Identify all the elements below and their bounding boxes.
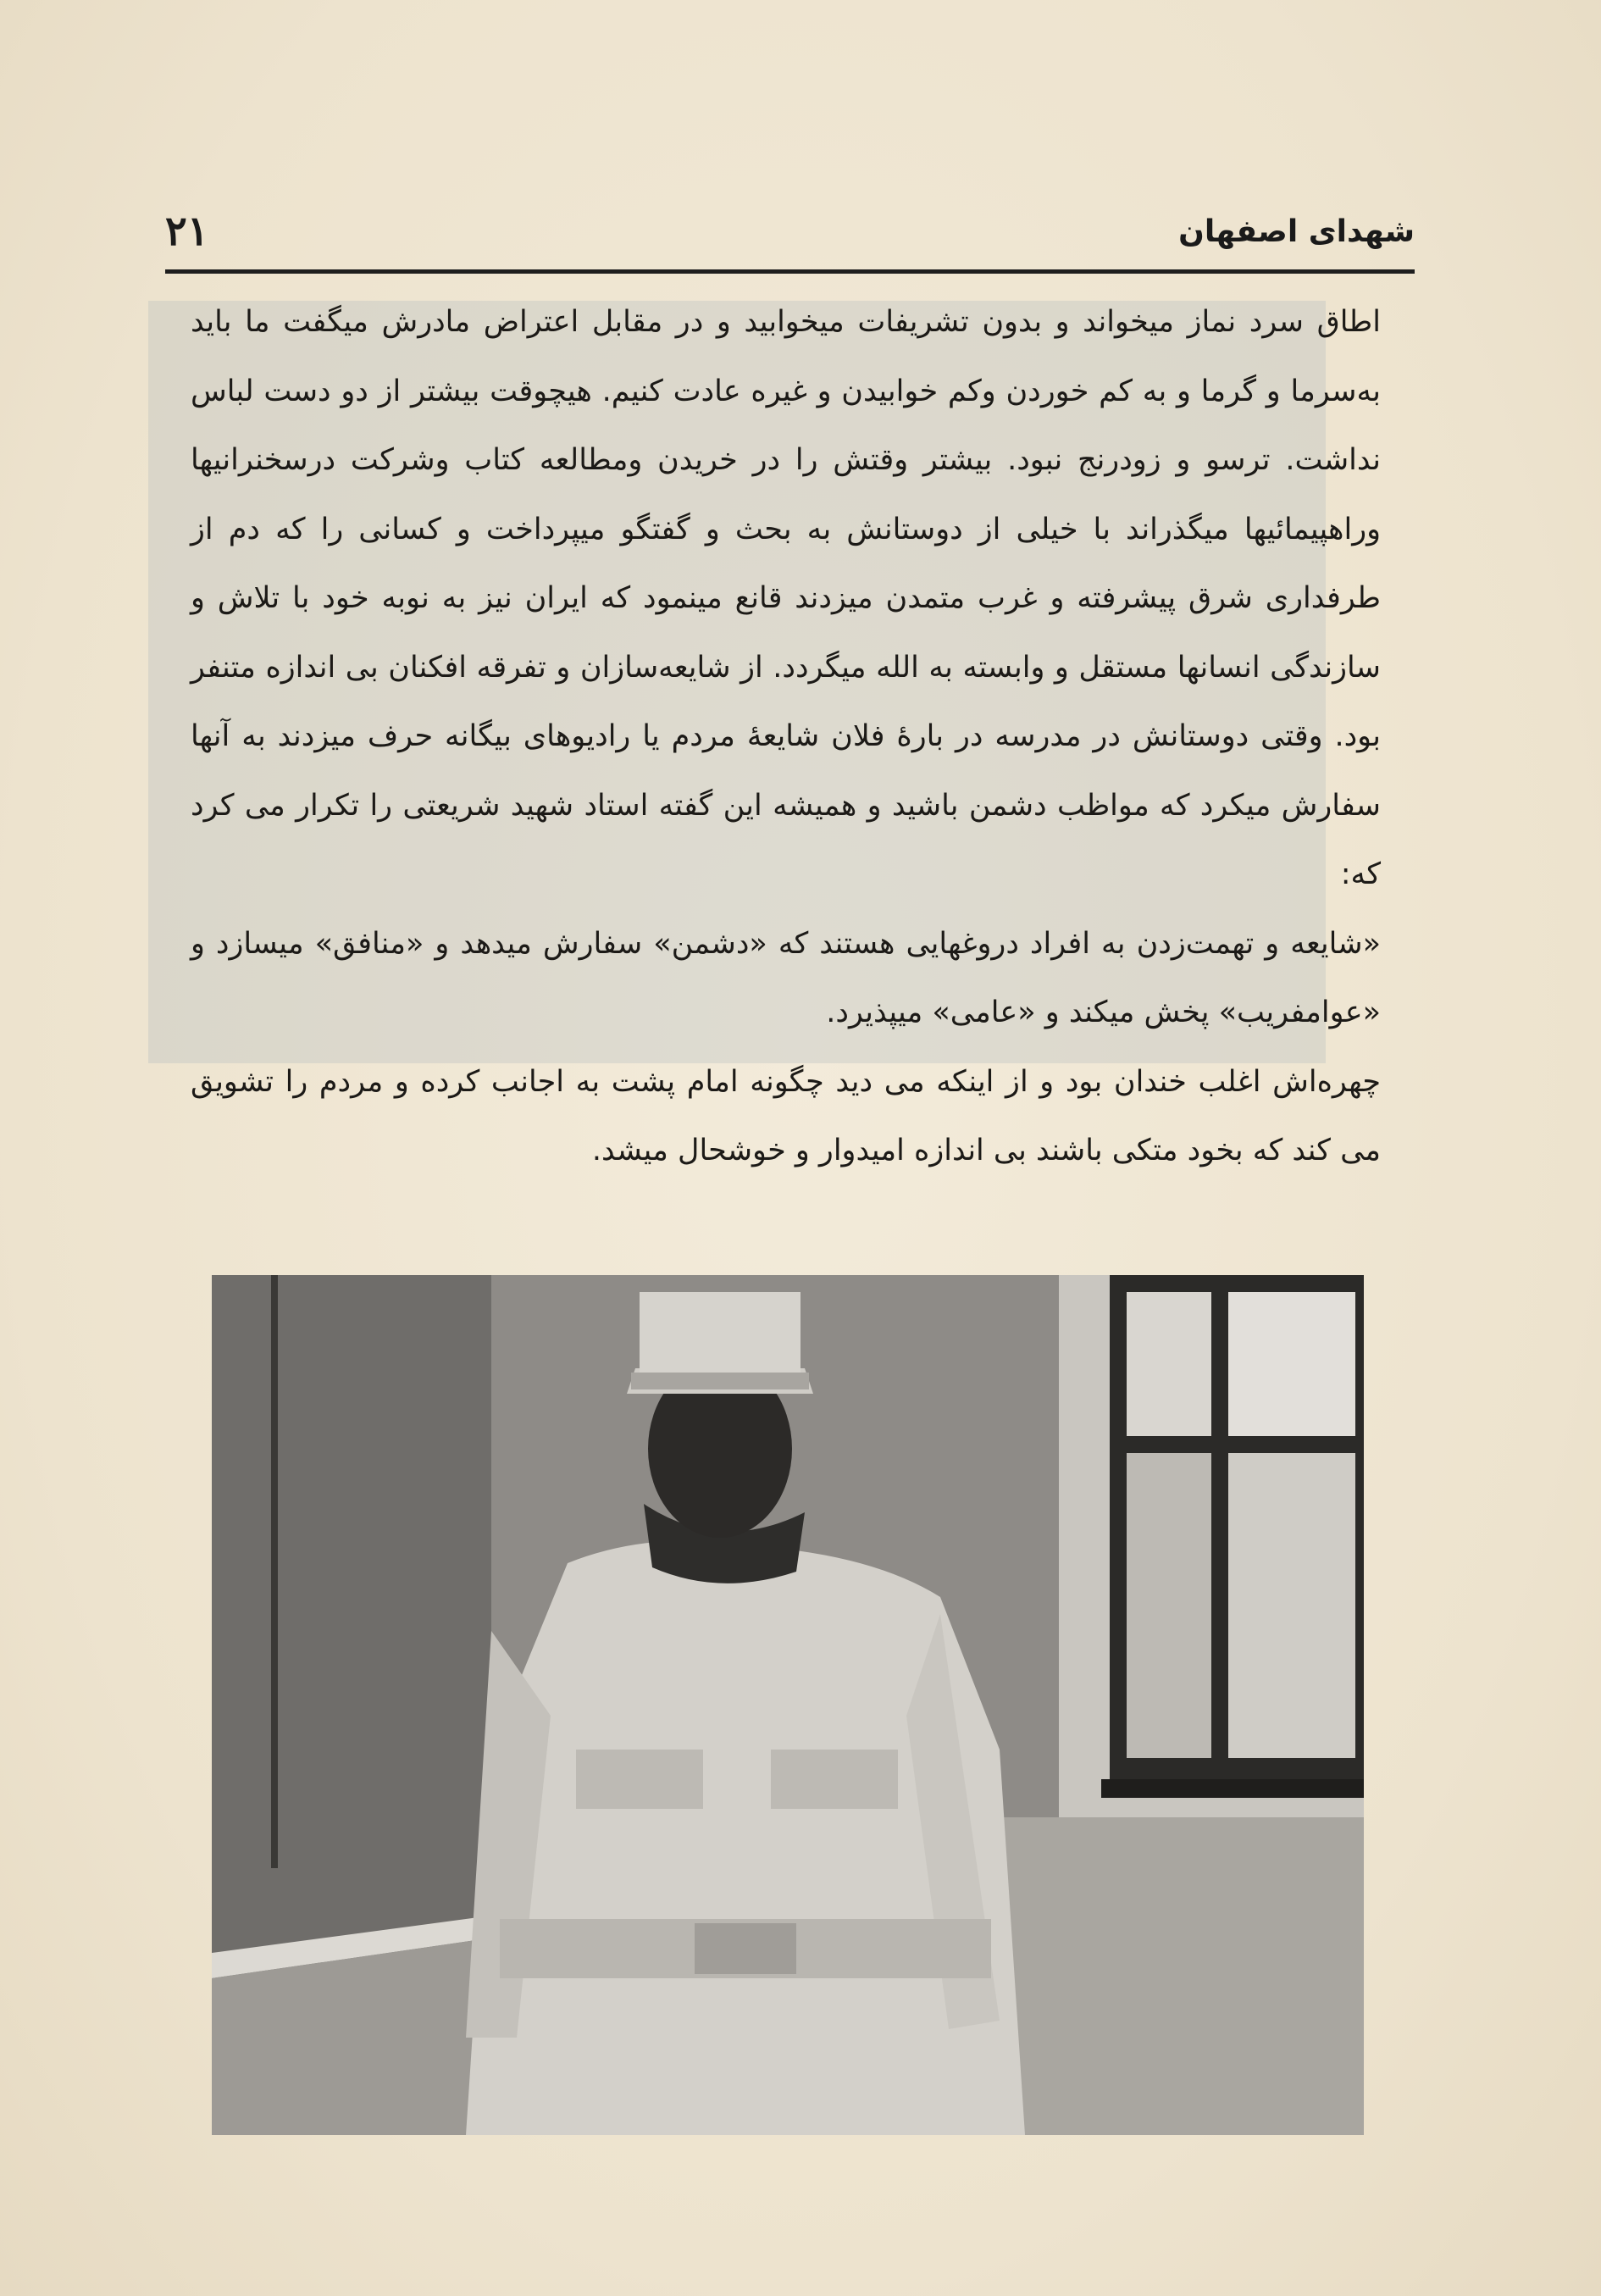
- page-header: [165, 199, 1415, 275]
- photo-illustration: [212, 1275, 1364, 2135]
- body-text: [191, 288, 1381, 1186]
- running-title: شهدای اصفهان: [1178, 214, 1415, 249]
- page-number: ۲۱: [165, 208, 209, 255]
- paragraph-2-quote: «شایعه و تهمت‌زدن به افراد دروغهایی هستند که «دشمن» سفارش میدهد و «منافق» میسازد و «عوامفریب» پخش میکند و «عامی» میپذیرد.: [191, 926, 1381, 1029]
- portrait-photo: [212, 1275, 1364, 2135]
- paragraph-3: چهره‌اش اغلب خندان بود و از اینکه می دید چگونه امام پشت به اجانب کرده و مردم را تشویق می کند که بخود متکی باشند بی اندازه امیدوار و خوشحال میشد.: [191, 1064, 1381, 1167]
- header-rule: [165, 269, 1415, 274]
- paragraph-1: اطاق سرد نماز میخواند و بدون تشریفات میخوابید و در مقابل اعتراض مادرش میگفت ما باید به‌سرما و گرما و به کم خوردن وکم خوابیدن و غیره عادت کنیم. هیچوقت بیشتر از دو دست لباس نداشت. ترسو و زودرنج نبود. بیشتر وقتش را در خریدن ومطالعه کتاب وشرکت درسخنرانیها وراهپیمائیها میگذراند با خیلی از دوستانش به بحث و گفتگو میپرداخت و کسانی را که دم از طرفداری شرق پیشرفته و غرب متمدن میزدند قانع مینمود که ایران نیز به نوبه خود با تلاش و سازندگی انسانها مستقل و وابسته به الله میگردد. از شایعه‌سازان و تفرقه افکنان بی اندازه متنفر بود. وقتی دوستانش در مدرسه در بارهٔ فلان شایعهٔ مردم یا رادیوهای بیگانه حرف میزدند به آنها سفارش میکرد که مواظب دشمن باشید و همیشه این گفته استاد شهید شریعتی را تکرار می کرد که:: [191, 305, 1381, 891]
